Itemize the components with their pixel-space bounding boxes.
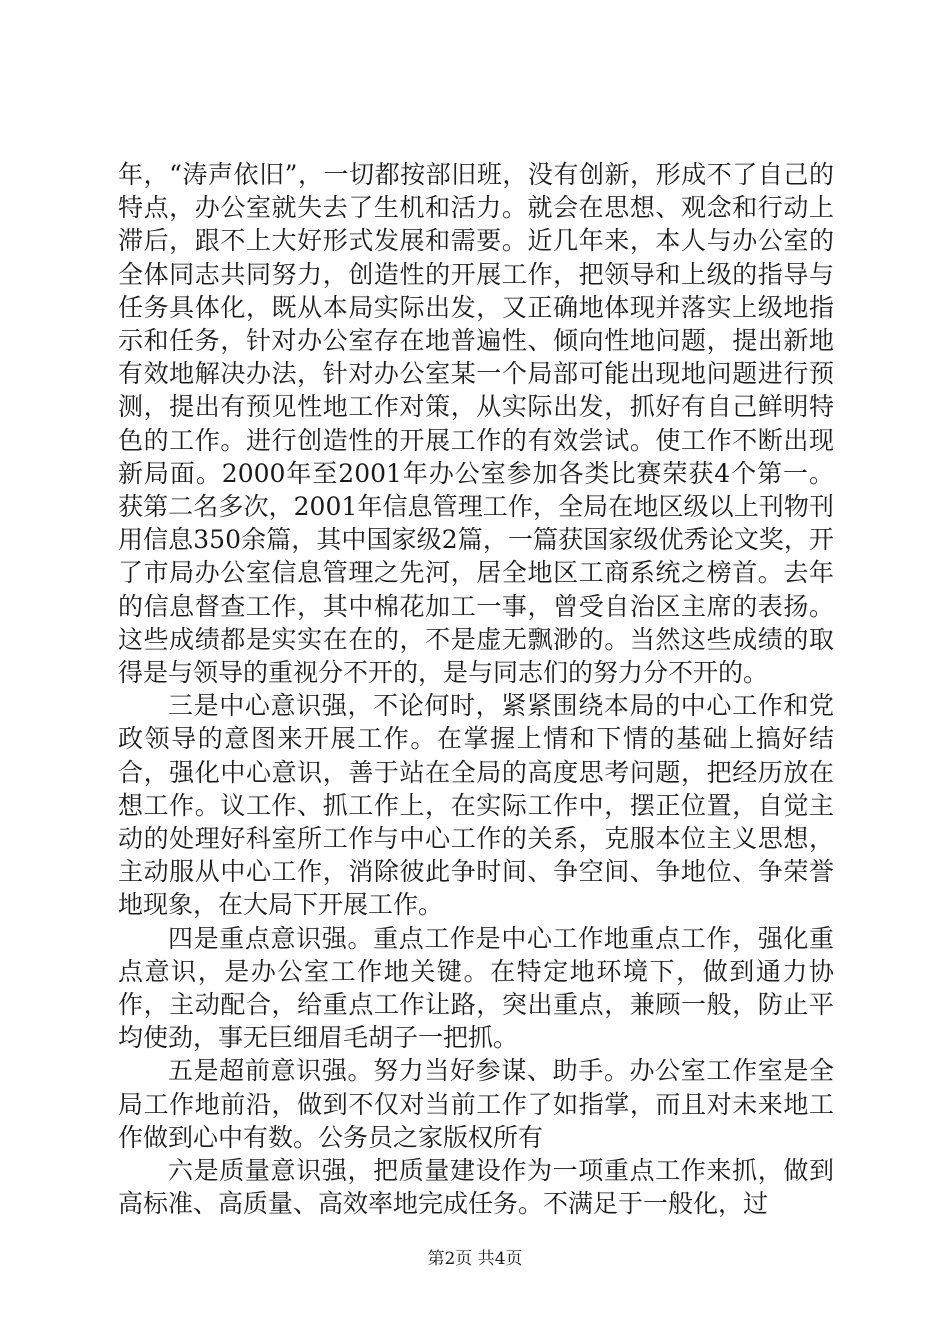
paragraph-quality-awareness: 六是质量意识强，把质量建设作为一项重点工作来抓，做到高标准、高质量、高效率地完成任务。不满足于一般化，过 <box>118 1156 834 1219</box>
document-body <box>118 158 834 1221</box>
paragraph-continued: 年，“涛声依旧”，一切都按部旧班，没有创新，形成不了自己的特点，办公室就失去了生机和活力。就会在思想、观念和行动上滞后，跟不上大好形式发展和需要。近几年来，本人与办公室的全体同志共同努力，创造性的开展工作，把领导和上级的指导与任务具体化，既从本局实际出发，又正确地体现并落实上级地指示和任务，针对办公室存在地普遍性、倾向性地问题，提出新地有效地解决办法，针对办公室某一个局部可能出现地问题进行预测，提出有预见性地工作对策，从实际出发，抓好有自己鲜明特色的工作。进行创造性的开展工作的有效尝试。使工作不断出现新局面。2000年至2001年办公室参加各类比赛荣获4个第一。获第二名多次，2001年信息管理工作，全局在地区级以上刊物刊用信息350余篇，其中国家级2篇，一篇获国家级优秀论文奖，开了市局办公室信息管理之先河，居全地区工商系统之榜首。去年的信息督查工作，其中棉花加工一事，曾受自治区主席的表扬。这些成绩都是实实在在的，不是虚无飘渺的。当然这些成绩的取得是与领导的重视分不开的，是与同志们的努力分不开的。 <box>118 160 834 688</box>
paragraph-forward-awareness: 五是超前意识强。努力当好参谋、助手。办公室工作室是全局工作地前沿，做到不仅对当前工作了如指掌，而且对未来地工作做到心中有数。公务员之家版权所有 <box>118 1056 834 1152</box>
paragraph-key-awareness: 四是重点意识强。重点工作是中心工作地重点工作，强化重点意识，是办公室工作地关键。在特定地环境下，做到通力协作，主动配合，给重点工作让路，突出重点，兼顾一般，防止平均使劲，事无巨细眉毛胡子一把抓。 <box>118 923 834 1053</box>
page-footer: 第2页 共4页 <box>427 1249 523 1269</box>
paragraph-center-awareness: 三是中心意识强，不论何时，紧紧围绕本局的中心工作和党政领导的意图来开展工作。在掌握上情和下情的基础上搞好结合，强化中心意识，善于站在全局的高度思考问题，把经历放在想工作。议工作、抓工作上，在实际工作中，摆正位置，自觉主动的处理好科室所工作与中心工作的关系，克服本位主义思想，主动服从中心工作，消除彼此争时间、争空间、争地位、争荣誉地现象，在大局下开展工作。 <box>118 691 834 920</box>
